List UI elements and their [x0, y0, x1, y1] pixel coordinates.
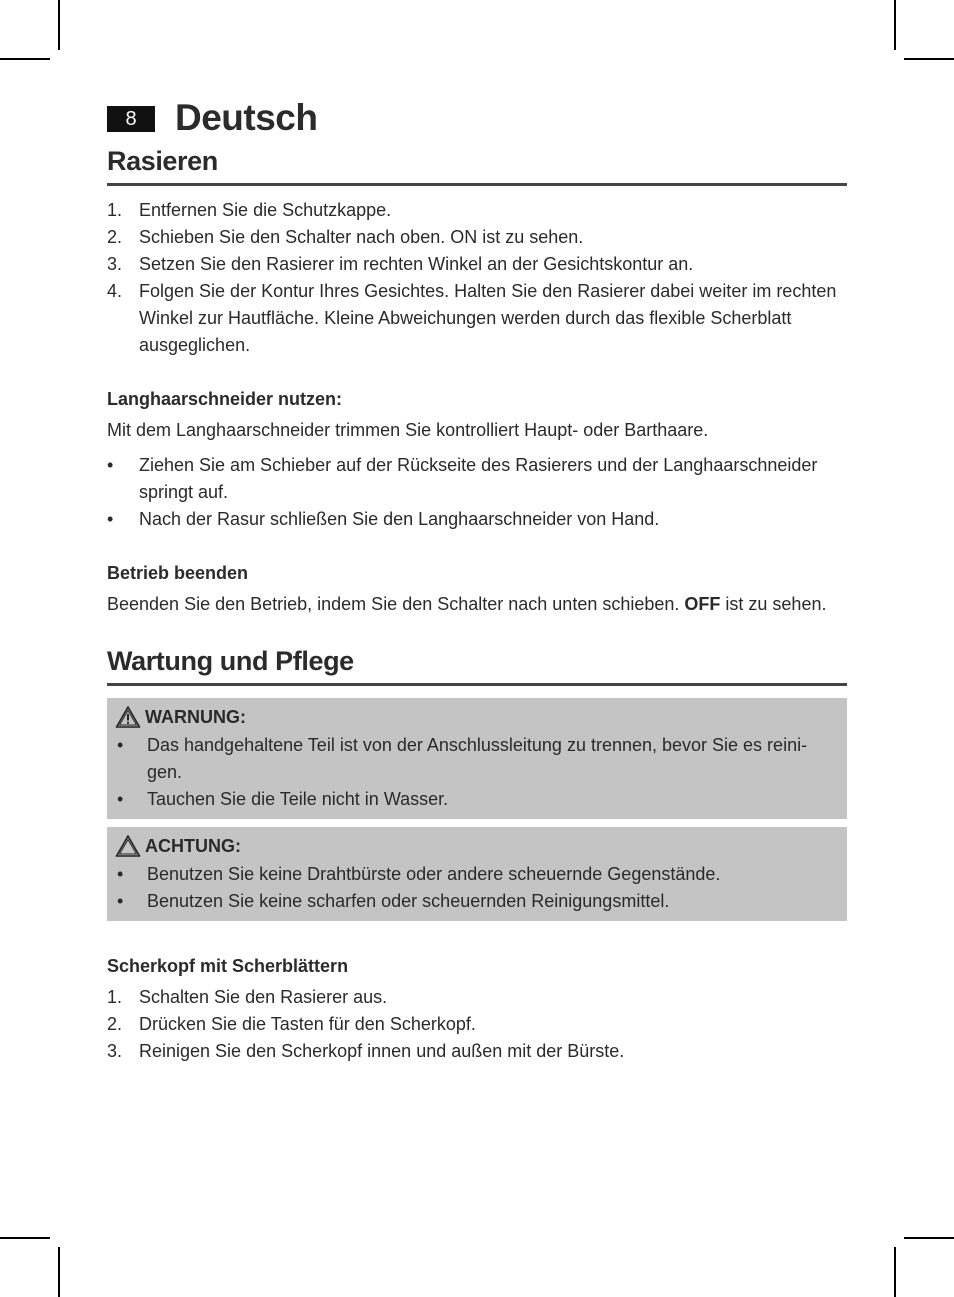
end-text-before: Beenden Sie den Betrieb, indem Sie den Schalter nach unten schieben. — [107, 594, 685, 614]
caution-bullets — [115, 861, 839, 915]
language-title: Deutsch — [175, 97, 318, 138]
list-item — [115, 888, 839, 915]
crop-mark — [894, 1247, 896, 1297]
list-item — [107, 251, 847, 278]
crop-mark — [894, 0, 896, 50]
list-item — [115, 732, 839, 786]
shaving-steps — [107, 197, 847, 359]
page-number: 8 — [107, 106, 155, 132]
step-text: Schalten Sie den Rasierer aus. — [139, 987, 388, 1007]
warning-triangle-icon — [115, 705, 141, 729]
crop-mark — [58, 1247, 60, 1297]
step-text: Setzen Sie den Rasierer im rechten Winkel an der Gesichtskontur an. — [139, 254, 694, 274]
step-text: Drücken Sie die Tasten für den Scherkopf. — [139, 1014, 476, 1034]
shear-head-steps — [107, 984, 847, 1065]
list-item — [107, 1038, 847, 1065]
bullet: • — [107, 509, 114, 529]
page-header — [107, 98, 317, 138]
list-item — [107, 224, 847, 251]
warning-label: WARNUNG: — [145, 707, 246, 727]
bullet: • — [117, 891, 124, 911]
step-number: 2. — [107, 227, 123, 247]
warning-triangle-icon — [115, 834, 141, 858]
list-item — [107, 452, 847, 506]
step-number: 4. — [107, 281, 123, 301]
end-text-after: ist zu sehen. — [720, 594, 827, 614]
bullet: • — [117, 735, 124, 755]
bullet: • — [107, 455, 114, 475]
list-item — [115, 861, 839, 888]
page-content — [107, 146, 847, 1065]
step-text: Schieben Sie den Schalter nach oben. ON ist zu sehen. — [139, 227, 584, 247]
caution-box — [107, 827, 847, 921]
caution-title — [115, 833, 839, 859]
crop-mark — [904, 1237, 954, 1239]
caution-label: ACHTUNG: — [145, 836, 241, 856]
warning-box — [107, 698, 847, 819]
step-number: 1. — [107, 200, 123, 220]
bullet-text: Ziehen Sie am Schieber auf der Rückseite des Rasierers und der Langhaarschneider springt auf. — [139, 455, 818, 502]
warning-bullets — [115, 732, 839, 813]
step-text: Folgen Sie der Kontur Ihres Gesichtes. Halten Sie den Rasierer dabei weiter im rechten Winkel zur Hautfläche. Kleine Abweichungen werden durch das flexible Scherblatt ausgeglichen. — [139, 281, 837, 355]
crop-mark — [904, 58, 954, 60]
section-title-maintenance: Wartung und Pflege — [107, 646, 847, 686]
subheading-shear-head: Scherkopf mit Scherblättern — [107, 956, 349, 976]
list-item — [115, 786, 839, 813]
subheading-end-operation: Betrieb beenden — [107, 563, 249, 583]
step-number: 2. — [107, 1014, 123, 1034]
end-operation-text — [107, 591, 847, 618]
bullet-text: Nach der Rasur schließen Sie den Langhaarschneider von Hand. — [139, 509, 660, 529]
bullet-text: Das handgehaltene Teil ist von der Anschlussleitung zu trennen, bevor Sie es reini-gen. — [147, 735, 808, 782]
step-number: 3. — [107, 254, 123, 274]
step-number: 3. — [107, 1041, 123, 1061]
list-item — [107, 1011, 847, 1038]
step-text: Entfernen Sie die Schutzkappe. — [139, 200, 392, 220]
list-item — [107, 278, 847, 359]
bullet-text: Benutzen Sie keine Drahtbürste oder andere scheuernde Gegenstände. — [147, 864, 721, 884]
crop-mark — [0, 1237, 50, 1239]
bullet-text: Benutzen Sie keine scharfen oder scheuernden Reinigungsmittel. — [147, 891, 670, 911]
bullet-text: Tauchen Sie die Teile nicht in Wasser. — [147, 789, 449, 809]
list-item — [107, 506, 847, 533]
list-item — [107, 984, 847, 1011]
off-label: OFF — [684, 594, 721, 614]
step-number: 1. — [107, 987, 123, 1007]
subheading-long-hair: Langhaarschneider nutzen: — [107, 389, 343, 409]
section-title-rasieren: Rasieren — [107, 146, 847, 186]
bullet: • — [117, 864, 124, 884]
long-hair-bullets — [107, 452, 847, 533]
list-item — [107, 197, 847, 224]
crop-mark — [0, 58, 50, 60]
crop-mark — [58, 0, 60, 50]
long-hair-intro: Mit dem Langhaarschneider trimmen Sie kontrolliert Haupt- oder Barthaare. — [107, 420, 709, 440]
warning-title — [115, 704, 839, 730]
bullet: • — [117, 789, 124, 809]
step-text: Reinigen Sie den Scherkopf innen und außen mit der Bürste. — [139, 1041, 625, 1061]
